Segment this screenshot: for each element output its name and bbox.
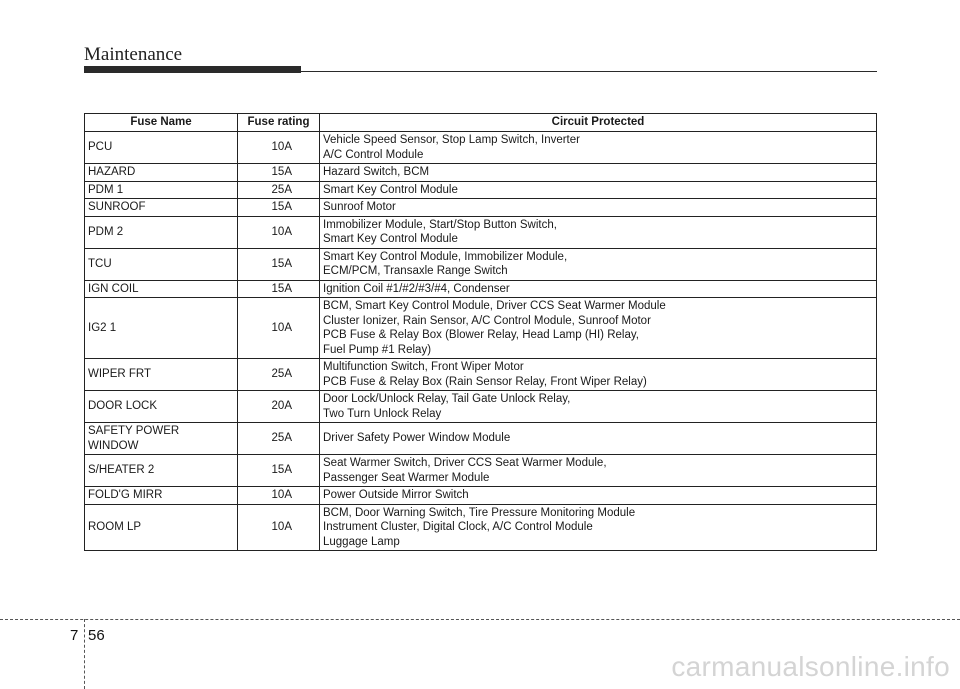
table-row — [85, 181, 877, 199]
chapter-number: 7 — [70, 627, 79, 644]
circuit-line: Smart Key Control Module — [323, 233, 458, 245]
fuse-name-cell — [85, 455, 238, 487]
fuse-name-cell — [85, 216, 238, 248]
table-row — [85, 199, 877, 217]
table-row — [85, 504, 877, 551]
section-title: Maintenance — [84, 44, 183, 65]
fuse-name: IG2 1 — [88, 321, 117, 334]
fuse-name: S/HEATER 2 — [88, 464, 155, 477]
fuse-name: PDM 1 — [88, 183, 124, 196]
page-number: 56 — [88, 627, 105, 644]
circuit-line: A/C Control Module — [323, 148, 424, 161]
col-header-fuse-name: Fuse Name — [85, 114, 238, 132]
fuse-rating: 10A — [238, 298, 320, 359]
fuse-table-body — [85, 132, 877, 551]
fuse-name-cell — [85, 181, 238, 199]
fuse-rating: 10A — [238, 132, 320, 164]
fuse-name-cell — [85, 423, 238, 455]
circuit-protected-cell — [320, 359, 877, 391]
fuse-rating: 15A — [238, 280, 320, 298]
circuit-protected-cell — [320, 248, 877, 280]
fuse-rating: 20A — [238, 391, 320, 423]
circuit-protected-cell — [320, 504, 877, 551]
table-row — [85, 164, 877, 182]
fuse-rating: 15A — [238, 164, 320, 182]
fuse-name-cell — [85, 504, 238, 551]
circuit-line: BCM, Smart Key Control Module, Driver CCS Seat Warmer Module — [323, 300, 666, 312]
circuit-line: Door Lock/Unlock Relay, Tail Gate Unlock Relay, — [323, 393, 571, 405]
fuse-rating: 10A — [238, 504, 320, 551]
footer-divider — [84, 619, 85, 689]
circuit-line: Multifunction Switch, Front Wiper Motor — [323, 361, 524, 373]
circuit-protected-cell — [320, 391, 877, 423]
fuse-name-cell — [85, 132, 238, 164]
circuit-line: BCM, Door Warning Switch, Tire Pressure Monitoring Module — [323, 506, 636, 519]
table-row — [85, 359, 877, 391]
circuit-line: Smart Key Control Module, Immobilizer Module, — [323, 250, 568, 263]
fuse-rating: 25A — [238, 423, 320, 455]
circuit-line: Two Turn Unlock Relay — [323, 407, 442, 420]
table-row — [85, 248, 877, 280]
circuit-line: Seat Warmer Switch, Driver CCS Seat Warmer Module, — [323, 457, 607, 469]
fuse-name: FOLD'G MIRR — [88, 489, 163, 501]
circuit-line: Cluster Ionizer, Rain Sensor, A/C Control Module, Sunroof Motor — [323, 314, 651, 327]
fuse-name: HAZARD — [88, 166, 136, 178]
circuit-protected-cell — [320, 280, 877, 298]
table-row — [85, 391, 877, 423]
fuse-table — [84, 113, 877, 551]
table-row — [85, 455, 877, 487]
circuit-line: Immobilizer Module, Start/Stop Button Switch, — [323, 218, 557, 231]
circuit-line: PCB Fuse & Relay Box (Rain Sensor Relay, Front Wiper Relay) — [323, 375, 647, 388]
circuit-line: Fuel Pump #1 Relay) — [323, 343, 432, 356]
table-row — [85, 132, 877, 164]
fuse-name: WINDOW — [88, 439, 139, 452]
fuse-name-cell — [85, 298, 238, 359]
fuse-name: IGN COIL — [88, 282, 139, 295]
footer-rule — [0, 619, 960, 620]
fuse-name: PDM 2 — [88, 225, 124, 238]
table-row — [85, 423, 877, 455]
circuit-line: Passenger Seat Warmer Module — [323, 471, 490, 484]
fuse-name: ROOM LP — [88, 521, 142, 533]
fuse-name: TCU — [88, 257, 112, 270]
circuit-protected-cell — [320, 199, 877, 217]
table-row — [85, 298, 877, 359]
circuit-protected-cell — [320, 164, 877, 182]
fuse-name-cell — [85, 391, 238, 423]
watermark: carmanualsonline.info — [671, 651, 950, 682]
table-row — [85, 216, 877, 248]
fuse-rating: 15A — [238, 455, 320, 487]
circuit-line: Power Outside Mirror Switch — [323, 489, 469, 501]
fuse-name: DOOR LOCK — [88, 400, 158, 413]
fuse-rating: 25A — [238, 359, 320, 391]
circuit-line: Instrument Cluster, Digital Clock, A/C Control Module — [323, 521, 593, 533]
fuse-name: PCU — [88, 141, 113, 154]
fuse-name-cell — [85, 164, 238, 182]
fuse-rating: 15A — [238, 248, 320, 280]
circuit-protected-cell — [320, 216, 877, 248]
circuit-line: Sunroof Motor — [323, 201, 396, 213]
col-header-fuse-rating: Fuse rating — [238, 114, 320, 132]
table-header-row — [85, 114, 877, 132]
header-rule — [301, 71, 877, 72]
circuit-protected-cell — [320, 181, 877, 199]
fuse-name: SAFETY POWER — [88, 425, 180, 437]
header-bar — [84, 66, 301, 73]
circuit-protected-cell — [320, 298, 877, 359]
fuse-name-cell — [85, 248, 238, 280]
circuit-line: Ignition Coil #1/#2/#3/#4, Condenser — [323, 282, 510, 295]
circuit-line: Luggage Lamp — [323, 535, 400, 548]
circuit-line: Smart Key Control Module — [323, 183, 458, 196]
circuit-line: Vehicle Speed Sensor, Stop Lamp Switch, Inverter — [323, 134, 580, 146]
col-header-circuit-protected: Circuit Protected — [320, 114, 877, 132]
fuse-name: WIPER FRT — [88, 368, 152, 381]
fuse-name: SUNROOF — [88, 201, 146, 213]
circuit-protected-cell — [320, 487, 877, 505]
fuse-name-cell — [85, 359, 238, 391]
table-row — [85, 487, 877, 505]
circuit-line: ECM/PCM, Transaxle Range Switch — [323, 265, 508, 277]
table-row — [85, 280, 877, 298]
circuit-protected-cell — [320, 132, 877, 164]
circuit-line: PCB Fuse & Relay Box (Blower Relay, Head Lamp (HI) Relay, — [323, 329, 639, 341]
fuse-name-cell — [85, 199, 238, 217]
circuit-line: Hazard Switch, BCM — [323, 166, 430, 178]
fuse-rating: 25A — [238, 181, 320, 199]
fuse-rating: 10A — [238, 487, 320, 505]
circuit-protected-cell — [320, 423, 877, 455]
fuse-rating: 10A — [238, 216, 320, 248]
fuse-name-cell — [85, 280, 238, 298]
fuse-rating: 15A — [238, 199, 320, 217]
circuit-protected-cell — [320, 455, 877, 487]
fuse-name-cell — [85, 487, 238, 505]
circuit-line: Driver Safety Power Window Module — [323, 432, 511, 445]
